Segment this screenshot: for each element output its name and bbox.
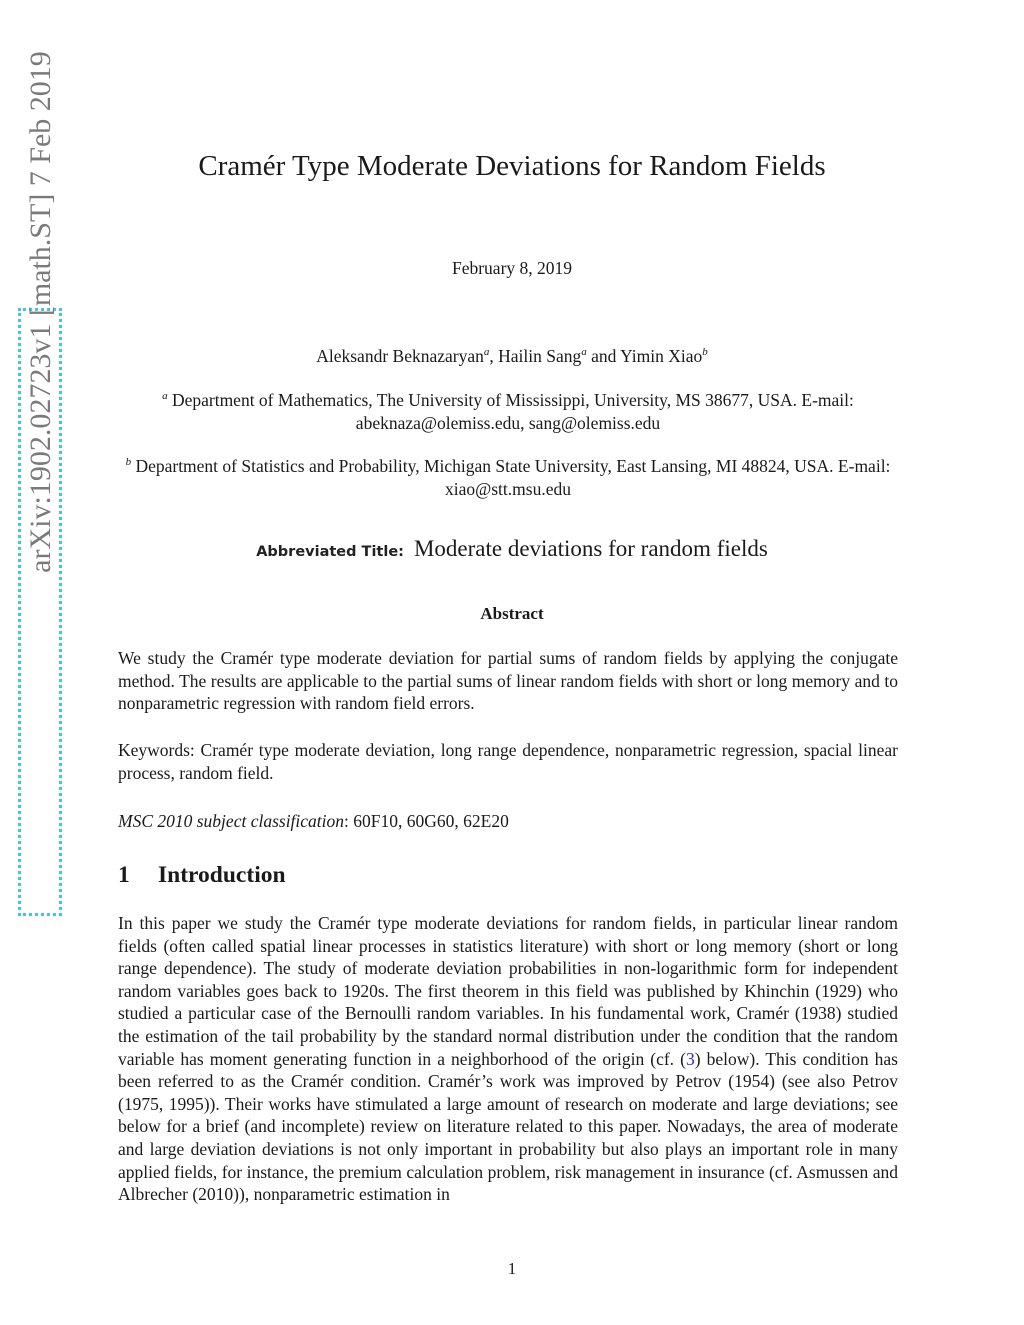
paper-title: Cramér Type Moderate Deviations for Random Fields <box>198 150 826 182</box>
keywords: Keywords: Cramér type moderate deviation, long range dependence, nonparametric regression, spacial linear process, random field. <box>118 740 898 783</box>
abbreviated-title-label: Abbreviated Title: <box>256 544 404 560</box>
author-affil-mark: a <box>483 346 490 358</box>
section-number: 1 <box>118 862 130 888</box>
abbreviated-title <box>0 536 1024 562</box>
abstract-text: We study the Cramér type moderate deviation for partial sums of random fields by applying the conjugate method. The results are applicable to the partial sums of linear random fields with short or long memory and to nonparametric regression with random field errors. <box>118 648 898 714</box>
author-name: Hailin Sang <box>498 346 582 366</box>
author-separator: , <box>489 346 499 366</box>
affiliation-b <box>118 455 898 501</box>
section-title: Introduction <box>158 862 286 888</box>
intro-text: ) below). This condition has been referred to as the Cramér condition. Cramér’s work was improved by Petrov (1954) (see also Petrov (1975, 1995)). Their works have stimulated a large amount of research on moderate and large deviations; see below for a brief (and incomplete) review on literature related to this paper. Nowadays, the area of moderate and large deviation deviations is not only important in probability but also plays an important role in many applied fields, for instance, the premium calculation problem, risk management in insurance (cf. Asmussen and Albrecher (2010)), nonparametric estimation in <box>118 1048 898 1205</box>
page-number: 1 <box>507 1259 517 1278</box>
author-list <box>0 346 1024 367</box>
equation-ref-link[interactable]: 3 <box>685 1048 695 1069</box>
affil-mark: b <box>125 456 132 468</box>
author-separator: and <box>586 346 621 366</box>
msc-classification <box>118 810 898 833</box>
abbreviated-title-value: Moderate deviations for random fields <box>413 536 768 561</box>
intro-text: In this paper we study the Cramér type moderate deviations for random fields, in particular linear random fields (often called spatial linear processes in statistics literature) with short or long memory (short or long range dependence). The study of moderate deviation probabilities in non-logarithmic form for independent random variables goes back to 1920s. The first theorem in this field was published by Khinchin (1929) who studied a particular case of the Bernoulli random variables. In his fundamental work, Cramér (1938) studied the estimation of the tail probability by the standard normal distribution under the condition that the random variable has moment generating function in a neighborhood of the origin (cf. ( <box>118 913 898 1069</box>
affiliation-a <box>118 389 898 435</box>
affil-text: Department of Mathematics, The University of Mississippi, University, MS 38677, USA. E-mail: abeknaza@olemiss.edu, sang@olemiss.edu <box>171 390 854 433</box>
section-heading <box>118 862 286 889</box>
arxiv-stamp: arXiv:1902.02723v1 [math.ST] 7 Feb 2019 <box>24 51 57 573</box>
paper-date: February 8, 2019 <box>451 258 573 278</box>
author-affil-mark: b <box>702 346 708 358</box>
author-name: Yimin Xiao <box>620 346 703 366</box>
affil-text: Department of Statistics and Probability, Michigan State University, East Lansing, MI 48824, USA. E-mail: xiao@stt.msu.edu <box>135 456 891 499</box>
affil-mark: a <box>162 390 168 402</box>
author-affil-mark: a <box>581 346 587 358</box>
author-name: Aleksandr Beknazaryan <box>316 346 484 366</box>
abstract-heading: Abstract <box>480 604 544 623</box>
msc-codes: : 60F10, 60G60, 62E20 <box>344 811 509 831</box>
msc-label: MSC 2010 subject classification <box>118 811 345 831</box>
intro-paragraph <box>118 912 898 1206</box>
